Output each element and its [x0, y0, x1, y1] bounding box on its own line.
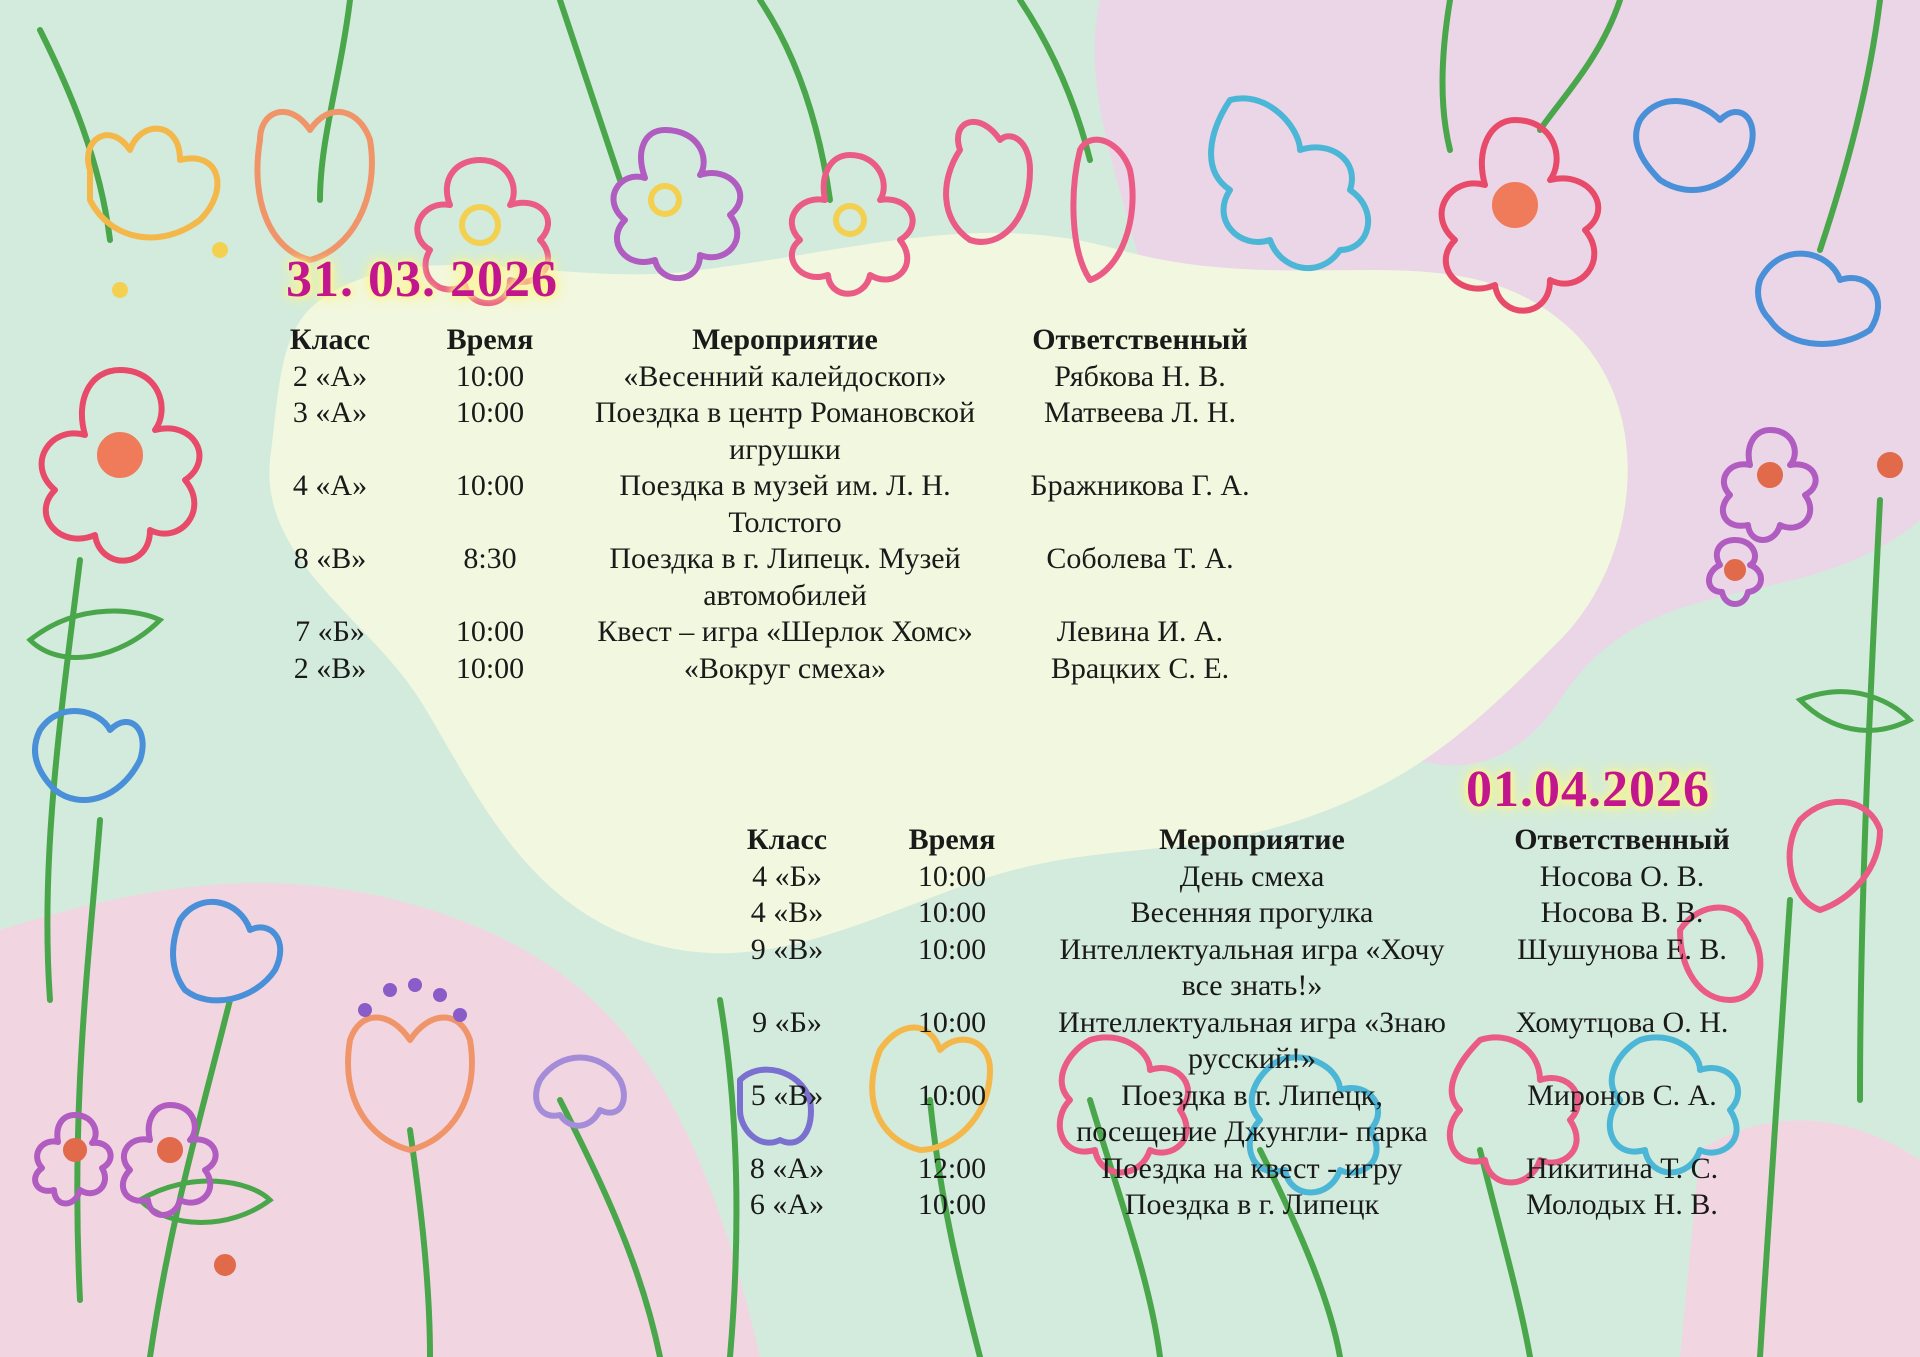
cell-time: 12:00 — [917, 1151, 987, 1185]
header-event: Мероприятие — [1159, 823, 1345, 856]
cell-class: 4 «В» — [750, 896, 824, 929]
cell-class: 5 «В» — [750, 1078, 824, 1112]
cell-time: 8:30 — [463, 542, 517, 575]
cell-event: День смеха — [1179, 859, 1325, 893]
cell-time: 10:00 — [917, 1078, 987, 1112]
table-header-row — [722, 822, 1792, 859]
cell-event: Поездка в г. Липецк — [1124, 1188, 1380, 1221]
cell-time: 10:00 — [455, 469, 525, 502]
cell-responsible: Соболева Т. А. — [1046, 542, 1234, 575]
date-heading-1: 31. 03. 2026 — [286, 251, 558, 308]
header-responsible: Ответственный — [1514, 823, 1730, 856]
cell-class: 2 «В» — [293, 651, 367, 685]
cell-responsible: Носова О. В. — [1539, 859, 1705, 893]
cell-event: Поездка в центр Романовской игрушки — [594, 396, 976, 466]
cell-event: Интеллектуальная игра «Хочу все знать!» — [1059, 932, 1445, 1002]
table-row — [270, 614, 1300, 651]
cell-responsible: Левина И. А. — [1056, 615, 1224, 648]
cell-responsible: Хомутцова О. Н. — [1515, 1005, 1729, 1039]
table-header-row — [270, 322, 1300, 359]
cell-time: 10:00 — [917, 1188, 987, 1221]
cell-class: 3 «А» — [292, 396, 368, 429]
table-row — [270, 359, 1300, 396]
cell-class: 9 «Б» — [752, 1005, 822, 1039]
cell-event: Весенняя прогулка — [1130, 896, 1374, 929]
header-class: Класс — [289, 323, 371, 356]
cell-class: 8 «В» — [293, 542, 367, 575]
cell-class: 7 «Б» — [295, 615, 365, 648]
cell-time: 10:00 — [455, 396, 525, 429]
date-heading-2: 01.04.2026 — [1466, 761, 1710, 818]
cell-responsible: Никитина Т. С. — [1525, 1151, 1719, 1185]
cell-responsible: Рябкова Н. В. — [1054, 359, 1226, 393]
cell-class: 2 «А» — [292, 359, 368, 393]
cell-time: 10:00 — [455, 615, 525, 648]
table-row — [722, 932, 1792, 1005]
table-row — [270, 468, 1300, 541]
cell-time: 10:00 — [917, 896, 987, 929]
schedule-table-2 — [722, 822, 1792, 1224]
cell-event: Интеллектуальная игра «Знаю русский!» — [1058, 1005, 1446, 1075]
table-row — [722, 1187, 1792, 1224]
cell-event: Квест – игра «Шерлок Хомс» — [597, 615, 973, 648]
cell-event: «Весенний калейдоскоп» — [623, 359, 947, 393]
cell-event: Поездка в г. Липецк. Музей автомобилей — [609, 542, 961, 612]
table-row — [722, 1151, 1792, 1188]
cell-time: 10:00 — [917, 859, 987, 893]
header-class: Класс — [746, 823, 828, 856]
cell-class: 8 «А» — [749, 1151, 825, 1185]
cell-class: 4 «А» — [292, 469, 368, 502]
table-row — [270, 541, 1300, 614]
table-row — [722, 1005, 1792, 1078]
header-time: Время — [446, 323, 534, 356]
cell-time: 10:00 — [455, 359, 525, 393]
cell-event: Поездка в музей им. Л. Н. Толстого — [619, 469, 951, 539]
header-time: Время — [908, 823, 996, 856]
table-row — [270, 651, 1300, 688]
cell-time: 10:00 — [455, 651, 525, 685]
cell-class: 4 «Б» — [752, 859, 822, 893]
cell-event: Поездка в г. Липецк, посещение Джунгли- парка — [1076, 1078, 1428, 1148]
cell-responsible: Носова В. В. — [1540, 896, 1704, 929]
schedule-table-1 — [270, 322, 1300, 687]
table-row — [722, 859, 1792, 896]
header-event: Мероприятие — [692, 323, 878, 356]
table-row — [722, 895, 1792, 932]
cell-responsible: Врацких С. Е. — [1050, 651, 1230, 685]
table-row — [270, 395, 1300, 468]
cell-class: 9 «В» — [750, 932, 824, 966]
header-responsible: Ответственный — [1032, 323, 1248, 356]
cell-event: Поездка на квест - игру — [1101, 1151, 1403, 1185]
cell-responsible: Миронов С. А. — [1527, 1078, 1717, 1112]
cell-time: 10:00 — [917, 1005, 987, 1039]
cell-event: «Вокруг смеха» — [683, 651, 887, 685]
cell-responsible: Молодых Н. В. — [1526, 1188, 1718, 1221]
cell-responsible: Матвеева Л. Н. — [1043, 396, 1237, 429]
cell-class: 6 «А» — [749, 1188, 825, 1221]
table-row — [722, 1078, 1792, 1151]
cell-responsible: Бражникова Г. А. — [1030, 469, 1250, 502]
cell-time: 10:00 — [917, 932, 987, 966]
cell-responsible: Шушунова Е. В. — [1517, 932, 1727, 966]
